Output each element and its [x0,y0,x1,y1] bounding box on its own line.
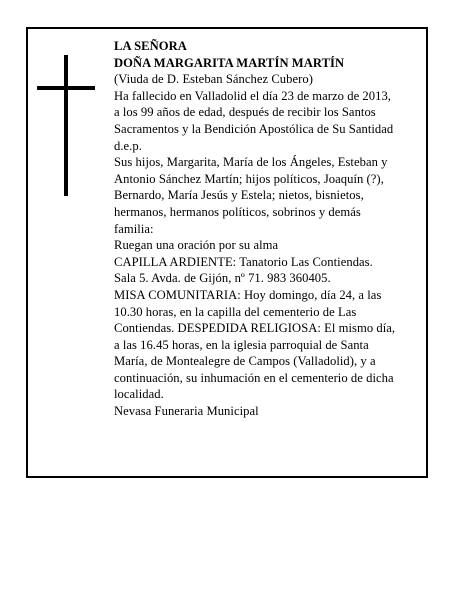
funeral-home-name: Nevasa Funeraria Municipal [114,404,259,419]
notice-line-death-3: Sacramentos y la Bendición Apostólica de Su Santidad [114,121,394,136]
notice-title: LA SEÑORA [114,39,187,53]
notice-line-mass-6: continuación, su inhumación en el cementerio de dicha [114,370,394,385]
notice-line-death-1: Ha fallecido en Valladolid el día 23 de marzo de 2013, [114,88,391,103]
notice-line-family-5: familia: [114,221,154,236]
notice-line-prayer: Ruegan una oración por su alma [114,238,279,253]
notice-line-mass-1: MISA COMUNITARIA: Hoy domingo, día 24, a las [114,287,382,302]
notice-line-mass-5: María, de Montealegre de Campos (Valladolid), y a [114,354,376,369]
notice-line-mass-7: localidad. [114,387,164,402]
notice-line-widow: (Viuda de D. Esteban Sánchez Cubero) [114,72,313,87]
notice-line-death-2: a los 99 años de edad, después de recibir los Santos [114,105,376,120]
notice-line-family-2: Antonio Sánchez Martín; hijos políticos, Joaquín (?), [114,171,384,186]
notice-line-family-1: Sus hijos, Margarita, María de los Ángeles, Esteban y [114,155,388,170]
notice-line-dep: d.e.p. [114,138,142,153]
deceased-name: DOÑA MARGARITA MARTÍN MARTÍN [114,55,345,70]
notice-line-mass-4: a las 16.45 horas, en la iglesia parroquial de Santa [114,337,369,352]
cross-vertical-bar [64,55,68,196]
notice-line-mass-2: 10.30 horas, en la capilla del cementerio de Las [114,304,357,319]
obituary-text [114,38,419,420]
cross-horizontal-bar [37,86,95,90]
notice-line-family-3: Bernardo, María Jesús y Estela; nietos, bisnietos, [114,188,364,203]
notice-line-family-4: hermanos, hermanos políticos, sobrinos y demás [114,204,361,219]
notice-line-mass-3: Contiendas. DESPEDIDA RELIGIOSA: El mismo día, [114,321,396,336]
notice-line-chapel-1: CAPILLA ARDIENTE: Tanatorio Las Contiendas. [114,254,373,269]
notice-line-chapel-2: Sala 5. Avda. de Gijón, nº 71. 983 360405. [114,271,331,286]
